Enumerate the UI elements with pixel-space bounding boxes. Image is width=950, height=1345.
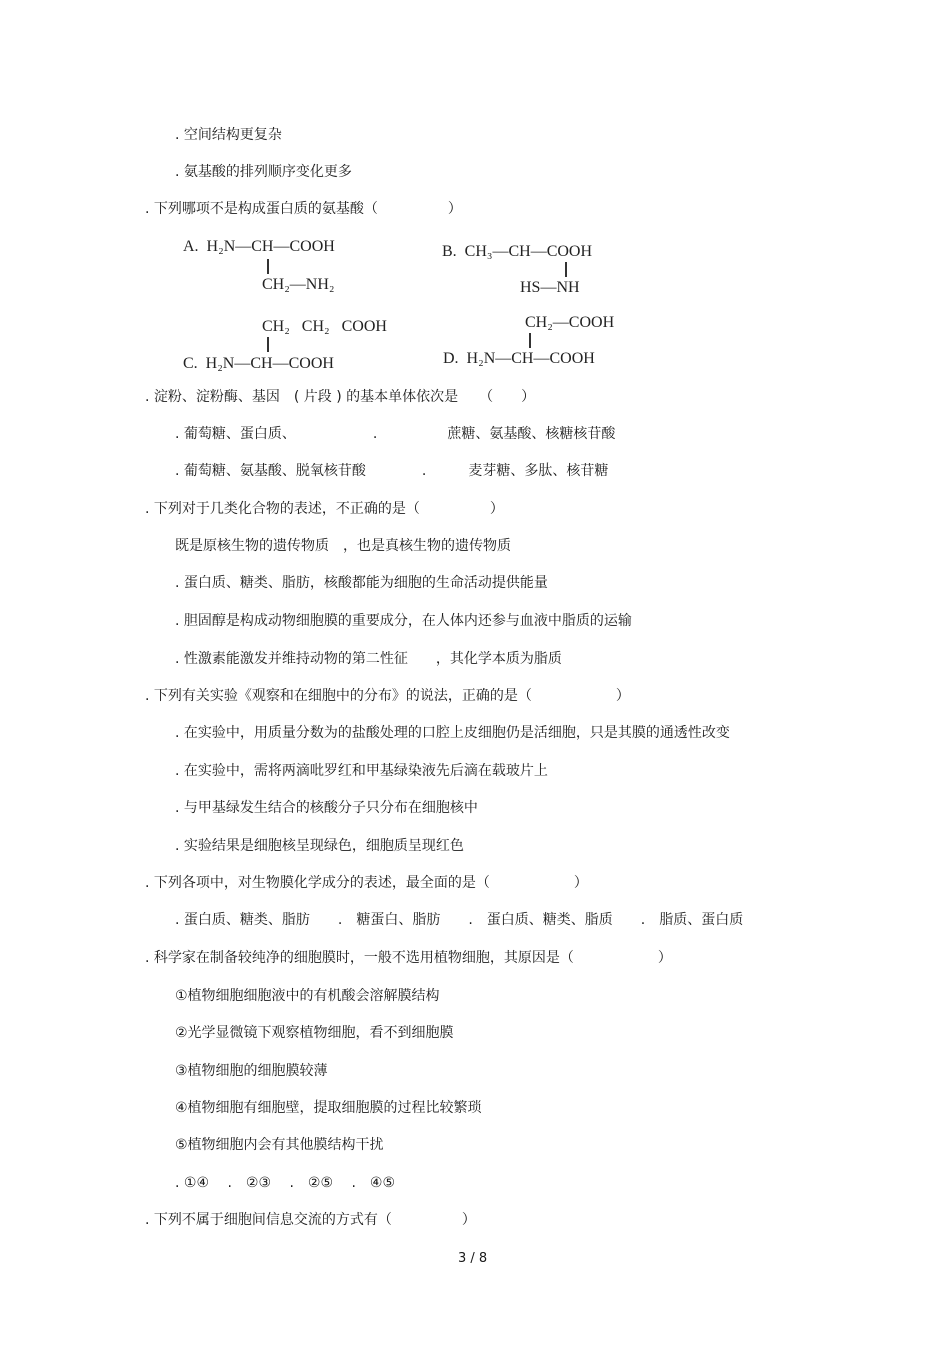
statement-5: ⑤植物细胞内会有其他膜结构干扰: [175, 1137, 384, 1153]
option-line: . 葡萄糖、氨基酸、脱氧核苷酸 . 麦芽糖、多肽、核苷糖: [175, 463, 609, 479]
option-c-line: . 与甲基绿发生结合的核酸分子只分布在细胞核中: [175, 800, 478, 816]
question-stem: . 下列不属于细胞间信息交流的方式有（ ）: [145, 1212, 476, 1228]
option-b-line: . 在实验中，需将两滴吡罗红和甲基绿染液先后滴在载玻片上: [175, 763, 548, 779]
option-line: . 葡萄糖、蛋白质、 . 蔗糖、氨基酸、核糖核苷酸: [175, 426, 616, 442]
question-stem: . 下列各项中，对生物膜化学成分的表述，最全面的是（ ）: [145, 875, 588, 891]
option-c-line: . 胆固醇是构成动物细胞膜的重要成分，在人体内还参与血液中脂质的运输: [175, 613, 632, 629]
option-a-line: 既是原核生物的遗传物质 ，也是真核生物的遗传物质: [175, 538, 511, 554]
option-line: . ①④ . ②③ . ②⑤ . ④⑤: [175, 1175, 396, 1191]
option-d-line: . 实验结果是细胞核呈现绿色，细胞质呈现红色: [175, 838, 464, 854]
statement-3: ③植物细胞的细胞膜较薄: [175, 1063, 328, 1079]
statement-4: ④植物细胞有细胞壁，提取细胞膜的过程比较繁琐: [175, 1100, 482, 1116]
page-number: 3 / 8: [458, 1251, 488, 1266]
option-a-line: . 在实验中，用质量分数为的盐酸处理的口腔上皮细胞仍是活细胞，只是其膜的通透性改变: [175, 725, 730, 741]
question-stem: . 下列有关实验《观察和在细胞中的分布》的说法，正确的是（ ）: [145, 688, 630, 704]
question-stem: . 淀粉、淀粉酶、基因 ( 片段 ) 的基本单体依次是 （ ）: [145, 389, 536, 405]
question-stem: . 下列对于几类化合物的表述，不正确的是（ ）: [145, 501, 504, 517]
option-d-line: . 氨基酸的排列顺序变化更多: [175, 164, 352, 180]
option-c-line: . 空间结构更复杂: [175, 127, 282, 143]
option-b-line: . 蛋白质、糖类、脂肪，核酸都能为细胞的生命活动提供能量: [175, 575, 548, 591]
question-stem: . 科学家在制备较纯净的细胞膜时，一般不选用植物细胞，其原因是（ ）: [145, 950, 672, 966]
option-d-line: . 性激素能激发并维持动物的第二性征 ，其化学本质为脂质: [175, 651, 562, 667]
statement-1: ①植物细胞细胞液中的有机酸会溶解膜结构: [175, 988, 440, 1004]
question-stem: . 下列哪项不是构成蛋白质的氨基酸（ ）: [145, 201, 462, 217]
option-line: . 蛋白质、糖类、脂肪 . 糖蛋白、脂肪 . 蛋白质、糖类、脂质 . 脂质、蛋白质: [175, 912, 744, 928]
statement-2: ②光学显微镜下观察植物细胞，看不到细胞膜: [175, 1025, 454, 1041]
